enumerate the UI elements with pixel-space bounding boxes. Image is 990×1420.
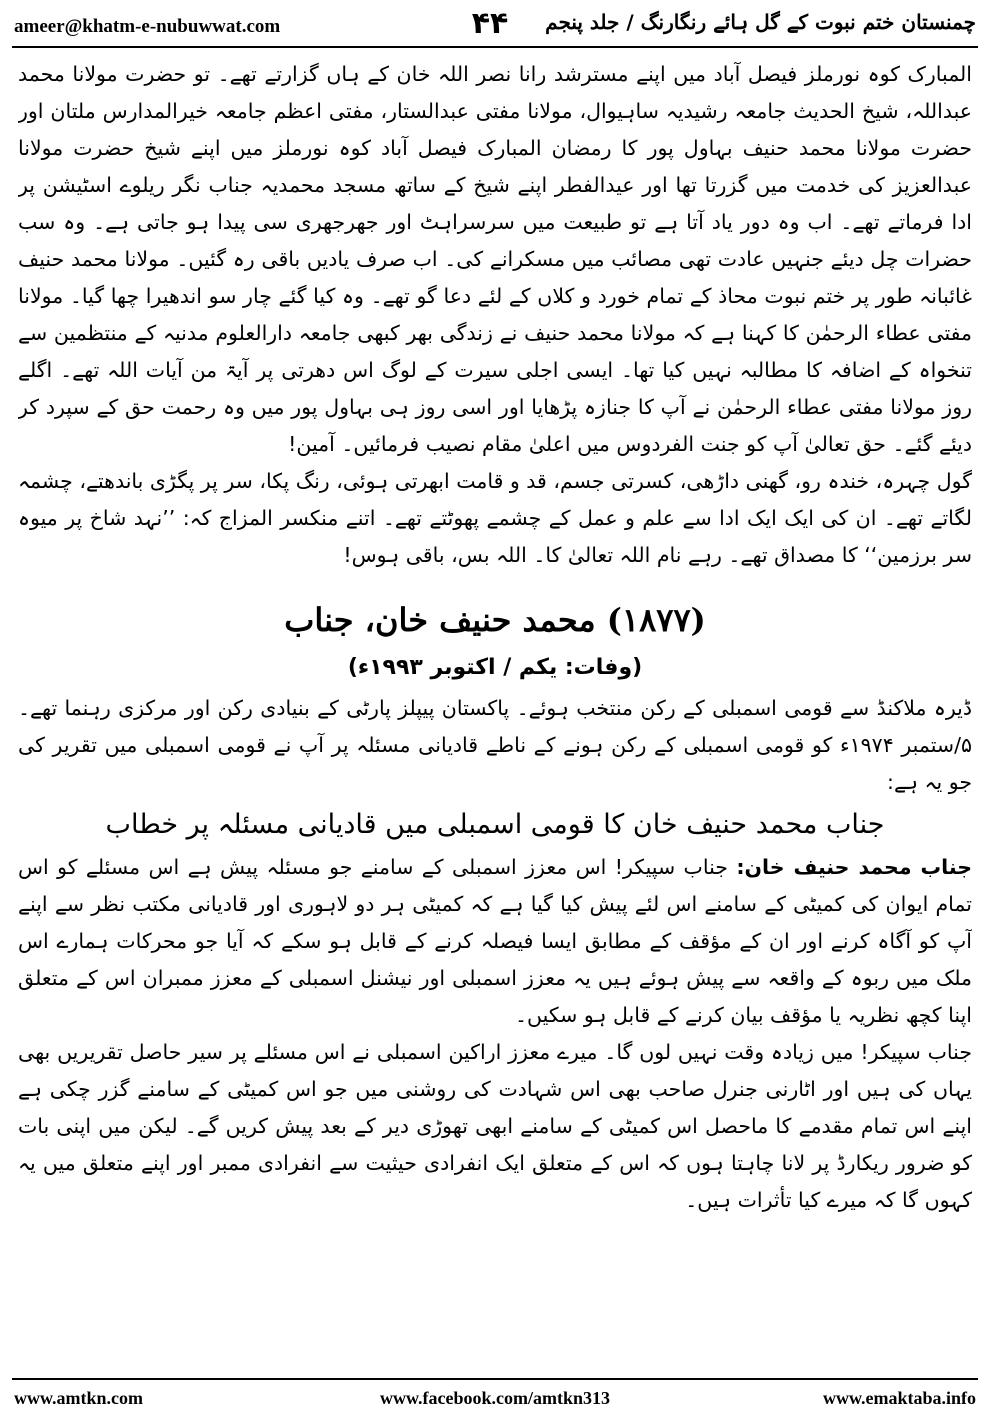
section-heading: (۱۸۷۷) محمد حنیف خان، جناب [284, 601, 706, 639]
footer-rule [12, 1378, 978, 1380]
page-footer [0, 1384, 990, 1414]
body-paragraph: المبارک کوہ نورملز فیصل آباد میں اپنے مسترشد رانا نصر اللہ خان کے ہاں گزارتے تھے۔ تو حضرت مولانا محمد عبداللہ، شیخ الحدیث جامعہ رشیدیہ ساہیوال، مولانا مفتی عبدالستار، مفتی اعظم جامعہ خیرالمدارس ملتان اور حضرت مولانا محمد حنیف بہاول پور کا رمضان المبارک فیصل آباد کوہ نورملز میں اپنے شیخ حضرت مولانا عبدالعزیز کی خدمت میں گزرتا تھا اور عیدالفطر اپنے شیخ کے ساتھ مسجد محمدیہ جناب نگر ریلوے اسٹیشن پر ادا فرماتے تھے۔ اب وہ دور یاد آتا ہے تو طبیعت میں سرسراہٹ اور جھرجھری سی پیدا ہو جاتی ہے۔ وہ سب حضرات چل دیئے جنہیں عادت تھی مصائب میں مسکرانے کی۔ اب صرف یادیں باقی رہ گئیں۔ مولانا محمد حنیف غائبانہ طور پر ختم نبوت محاذ کے تمام خورد و کلاں کے لئے دعا گو تھے۔ وہ کیا گئے چار سو اندھیرا چھا گیا۔ مولانا مفتی عطاء الرحمٰن کا کہنا ہے کہ مولانا محمد حنیف نے زندگی بھر کبھی جامعہ دارالعلوم مدنیہ کے منتظمین سے تنخواہ کے اضافہ کا مطالبہ نہیں کیا تھا۔ ایسی اجلی سیرت کے لوگ اس دھرتی پر آیۃ من آیات اللہ تھے۔ اگلے روز مولانا مفتی عطاء الرحمٰن نے آپ کا جنازہ پڑھایا اور اسی روز ہی بہاول پور میں وہ رحمت حق کے سپرد کر دیئے گئے۔ حق تعالیٰ آپ کو جنت الفردوس میں اعلیٰ مقام نصیب فرمائیں۔ آمین! [18, 62, 972, 456]
speaker-name: جناب محمد حنیف خان: [736, 855, 972, 879]
intro-paragraph: ڈیرہ ملاکنڈ سے قومی اسمبلی کے رکن منتخب ہوئے۔ پاکستان پیپلز پارٹی کے بنیادی رکن اور مرکزی رہنما تھے۔ ۵/ستمبر ۱۹۷۴ء کو قومی اسمبلی کے رکن ہونے کے ناطے قادیانی مسئلہ پر آپ نے قومی اسمبلی میں تقریر کی جو یہ ہے: [18, 696, 972, 794]
footer-link-amtkn[interactable]: www.amtkn.com [14, 1388, 143, 1408]
body-paragraph: گول چہرہ، خندہ رو، گھنی داڑھی، کسرتی جسم، قد و قامت ابھرتی ہوئی، رنگ پکا، سر پر پگڑی باندھتے، چشمہ لگاتے تھے۔ ان کی ایک ایک ادا سے علم و عمل کے چشمے پھوٹتے تھے۔ اتنے منکسر المزاج کہ: ’’نہد شاخ پر میوہ سر برزمین‘‘ کا مصداق تھے۔ رہے نام اللہ تعالیٰ کا۔ اللہ بس، باقی ہوس! [18, 469, 972, 567]
header-rule [12, 46, 978, 48]
speech-paragraph [18, 849, 972, 1034]
page-header [0, 0, 990, 48]
speech-title: جناب محمد حنیف خان کا قومی اسمبلی میں قادیانی مسئلہ پر خطاب [105, 809, 885, 840]
death-date: (وفات: یکم / اکتوبر ۱۹۹۳ء) [347, 655, 643, 680]
header-email[interactable]: ameer@khatm-e-nubuwwat.com [14, 16, 281, 37]
speech-paragraph: جناب سپیکر! میں زیادہ وقت نہیں لوں گا۔ میرے معزز اراکین اسمبلی نے اس مسئلے پر سیر حاصل تقریریں بھی یہاں کی ہیں اور اٹارنی جنرل صاحب بھی اس شہادت کی روشنی میں جو اس کمیٹی کے سامنے گزر چکی ہے اپنے اس تمام مقدمے کا ماحصل اس کمیٹی کے سامنے ابھی تھوڑی دیر کے بعد پیش کریں گے۔ لیکن میں اپنی بات کو ضرور ریکارڈ پر لانا چاہتا ہوں کہ اس کے متعلق ایک انفرادی حیثیت سے انفرادی ممبر اور اپنے متعلق میں یہ کہوں گا کہ میرے کیا تأثرات ہیں۔ [18, 1040, 972, 1212]
page-content [18, 56, 972, 1368]
page-number: ۴۴ [471, 6, 509, 41]
speech-text: جناب سپیکر! اس معزز اسمبلی کے سامنے جو مسئلہ پیش ہے اس مسئلے کو اس تمام ایوان کی کمیٹی کے سامنے اس لئے پیش کیا گیا ہے کہ کمیٹی ہر دو لاہوری اور قادیانی مکتب نظر سے اپنے آپ کو آگاہ کرنے اور ان کے مؤقف کے مطابق ایسا فیصلہ کرنے کے قابل ہو سکے کہ آیا جو محرکات ہمارے اس ملک میں ربوہ کے واقعہ سے پیش ہوئے ہیں یہ معزز اسمبلی اور نیشنل اسمبلی کے معزز ممبران اس کے متعلق اپنا کچھ نظریہ یا مؤقف بیان کرنے کے قابل ہو سکیں۔ [18, 855, 972, 1027]
footer-link-emaktaba[interactable]: www.emaktaba.info [822, 1388, 976, 1408]
footer-link-facebook[interactable]: www.facebook.com/amtkn313 [380, 1388, 610, 1408]
book-title: چمنستان ختم نبوت کے گل ہائے رنگارنگ / جلد پنجم [545, 10, 976, 34]
